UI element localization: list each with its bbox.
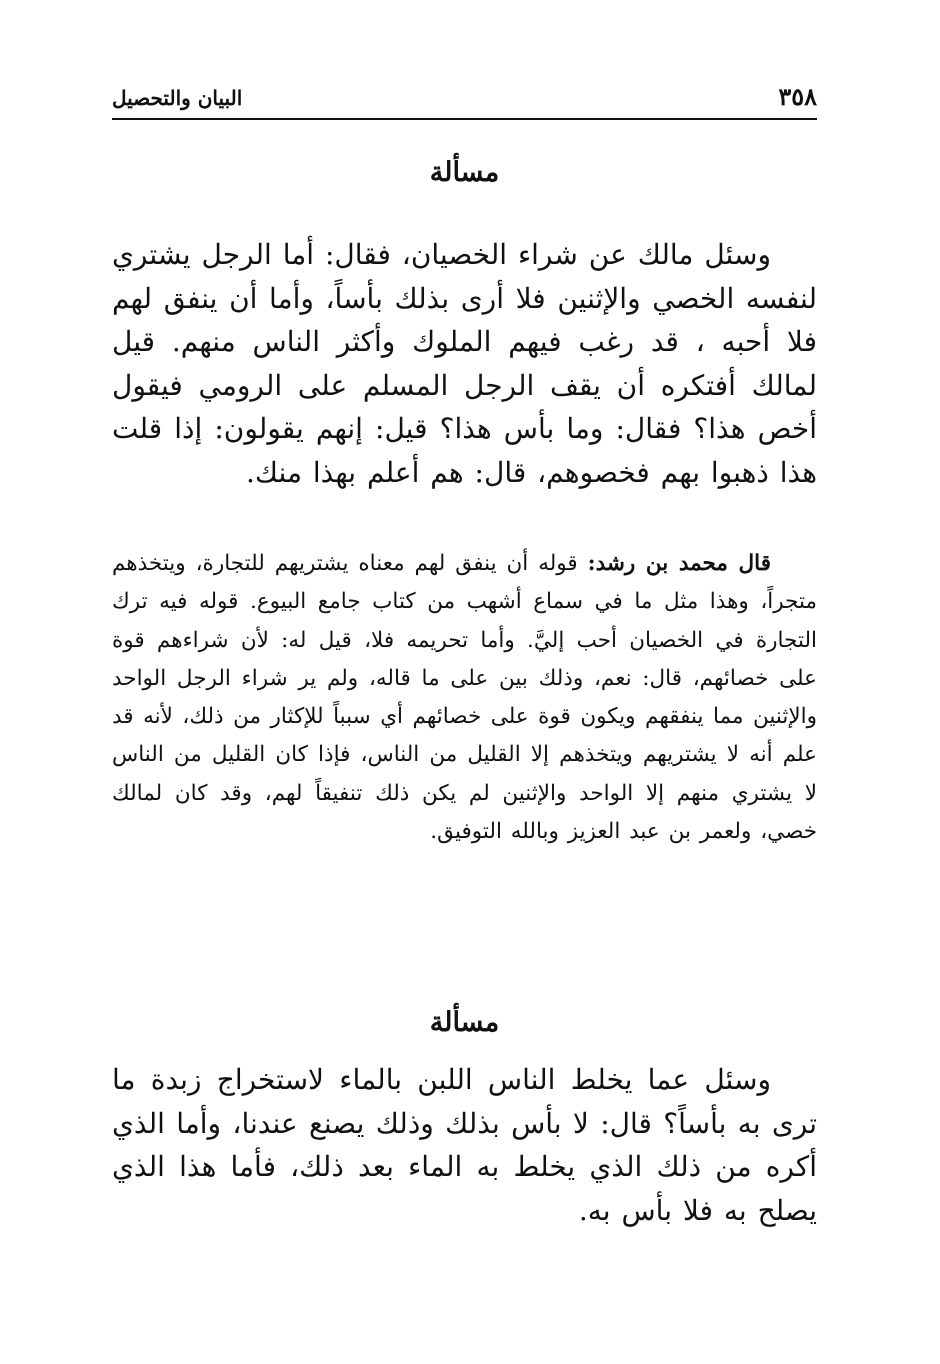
question-paragraph-2: [112, 1058, 817, 1232]
commentary-paragraph: [112, 545, 817, 851]
page-number: ٣٥٨: [778, 82, 817, 111]
commentary-lead-in: قال محمد بن رشد:: [587, 551, 771, 576]
question-text-2: وسئل عما يخلط الناس اللبن بالماء لاستخراج زبدة ما ترى به بأساً؟ قال: لا بأس بذلك وذلك يصنع عندنا، وأما الذي أكره من ذلك الذي يخلط به الماء بعد ذلك، فأما هذا الذي يصلح به فلا بأس به.: [112, 1063, 817, 1227]
running-header: [112, 82, 817, 118]
header-rule: [112, 118, 817, 120]
question-paragraph-1: [112, 233, 817, 494]
section-heading-1: مسألة: [429, 157, 500, 188]
book-title: البيان والتحصيل: [112, 86, 243, 110]
question-text-1: وسئل مالك عن شراء الخصيان، فقال: أما الرجل يشتري لنفسه الخصي والإثنين فلا أرى بذلك بأساً، وأما أن ينفق لهم فلا أحبه ، قد رغب فيهم الملوك وأكثر الناس منهم. قيل لمالك أفتكره أن يقف الرجل المسلم على الرومي فيقول أخص هذا؟ فقال: وما بأس هذا؟ قيل: إنهم يقولون: إذا قلت هذا ذهبوا بهم فخصوهم، قال: هم أعلم بهذا منك.: [112, 238, 817, 489]
section-heading-2: مسألة: [429, 1007, 500, 1038]
commentary-text: قوله أن ينفق لهم معناه يشتريهم للتجارة، ويتخذهم متجراً، وهذا مثل ما في سماع أشهب من كتاب جامع البيوع. قوله فيه ترك التجارة في الخصيان أحب إليَّ. وأما تحريمه فلا، قيل له: لأن شراءهم قوة على خصائهم، قال: نعم، وذلك بين على ما قاله، ولم ير شراء الرجل الواحد والإثنين مما ينفقهم ويكون قوة على خصائهم أي سبباً للإكثار من ذلك، لأنه قد علم أنه لا يشتريهم ويتخذهم إلا القليل من الناس، فإذا كان القليل من الناس لا يشتري منهم إلا الواحد والإثنين لم يكن ذلك تنفيقاً لهم، وقد كان لمالك خصي، ولعمر بن عبد العزيز وبالله التوفيق.: [112, 551, 817, 845]
